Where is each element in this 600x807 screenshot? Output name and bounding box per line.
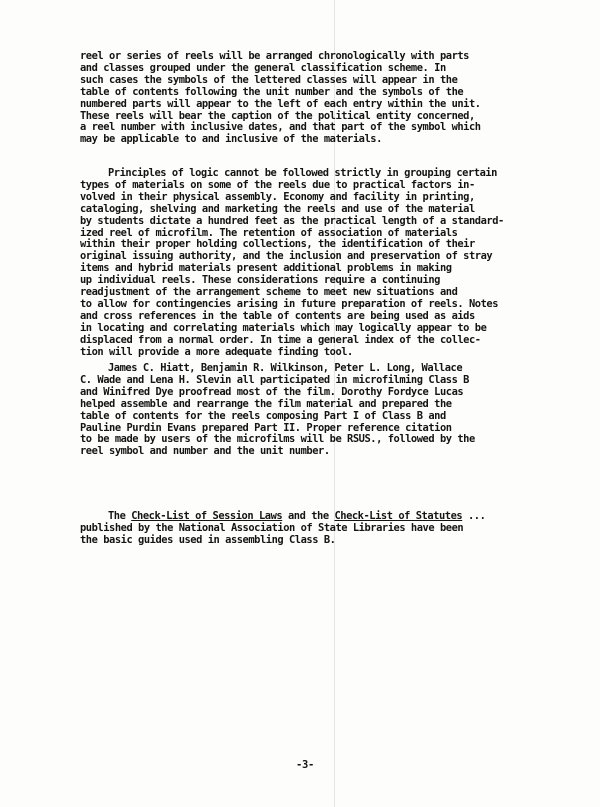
text-line: in locating and correlating materials which may logically appear to be xyxy=(80,321,487,334)
text-line: and cross references in the table of contents are being used as aids xyxy=(80,309,475,322)
text-line: such cases the symbols of the lettered classes will appear in the xyxy=(80,73,458,86)
text-line: reel or series of reels will be arranged chronologically with parts xyxy=(80,50,469,62)
text-fragment: and the xyxy=(282,510,335,522)
text-line: Pauline Purdin Evans prepared Part II. Proper reference citation xyxy=(80,421,452,434)
text-line: the basic guides used in assembling Class B. xyxy=(80,533,336,546)
text-line: volved in their physical assembly. Economy and facility in printing, xyxy=(80,190,475,203)
paragraph-principles-of-logic xyxy=(80,168,558,359)
text-line: types of materials on some of the reels due to practical factors in- xyxy=(80,178,475,191)
paragraph-reel-arrangement xyxy=(80,51,558,146)
session-laws-title: Check-List of Session Laws xyxy=(131,510,283,522)
page-number: -3- xyxy=(296,759,315,771)
text-line: tion will provide a more adequate finding tool. xyxy=(80,345,353,358)
text-line: to be made by users of the microfilms will be RSUS., followed by the xyxy=(80,433,475,446)
text-line: within their proper holding collections, the identification of their xyxy=(80,238,475,251)
statutes-title: Check-List of Statutes xyxy=(334,510,463,522)
text-line: These reels will bear the caption of the political entity concerned, xyxy=(80,109,475,122)
text-line: C. Wade and Lena H. Slevin all participated in microfilming Class B xyxy=(80,373,469,386)
text-line: numbered parts will appear to the left of each entry within the unit. xyxy=(80,97,481,110)
text-line: may be applicable to and inclusive of the materials. xyxy=(80,133,382,146)
text-line: James C. Hiatt, Benjamin R. Wilkinson, Peter L. Long, Wallace xyxy=(108,362,463,374)
paragraph-basic-guides xyxy=(80,511,558,547)
text-line: and classes grouped under the general classification scheme. In xyxy=(80,61,446,74)
text-line: table of contents for the reels composing Part I of Class B and xyxy=(80,409,446,422)
text-line: ized reel of microfilm. The retention of association of materials xyxy=(80,226,458,239)
paragraph-credits xyxy=(80,363,558,458)
text-line: table of contents following the unit number and the symbols of the xyxy=(80,85,464,98)
text-line: reel symbol and number and the unit number. xyxy=(80,445,330,458)
text-line: readjustment of the arrangement scheme to meet new situations and xyxy=(80,286,458,299)
text-fragment: The xyxy=(108,510,132,522)
text-line: items and hybrid materials present additional problems in making xyxy=(80,262,452,275)
text-line: up individual reels. These considerations require a continuing xyxy=(80,274,440,287)
text-line: original issuing authority, and the inclusion and preservation of stray xyxy=(80,250,493,263)
text-line: a reel number with inclusive dates, and that part of the symbol which xyxy=(80,121,481,134)
text-line: Principles of logic cannot be followed strictly in grouping certain xyxy=(108,167,497,179)
text-line: published by the National Association of State Libraries have been xyxy=(80,521,464,534)
text-fragment: ... xyxy=(462,510,486,522)
text-line: displaced from a normal order. In time a general index of the collec- xyxy=(80,333,481,346)
text-line: cataloging, shelving and marketing the reels and use of the material xyxy=(80,202,475,215)
text-line: by students dictate a hundred feet as the practical length of a standard- xyxy=(80,214,504,227)
text-line: and Winifred Dye proofread most of the film. Dorothy Fordyce Lucas xyxy=(80,385,464,398)
text-line: to allow for contingencies arising in future preparation of reels. Notes xyxy=(80,297,499,310)
text-line: helped assemble and rearrange the film material and prepared the xyxy=(80,397,452,410)
